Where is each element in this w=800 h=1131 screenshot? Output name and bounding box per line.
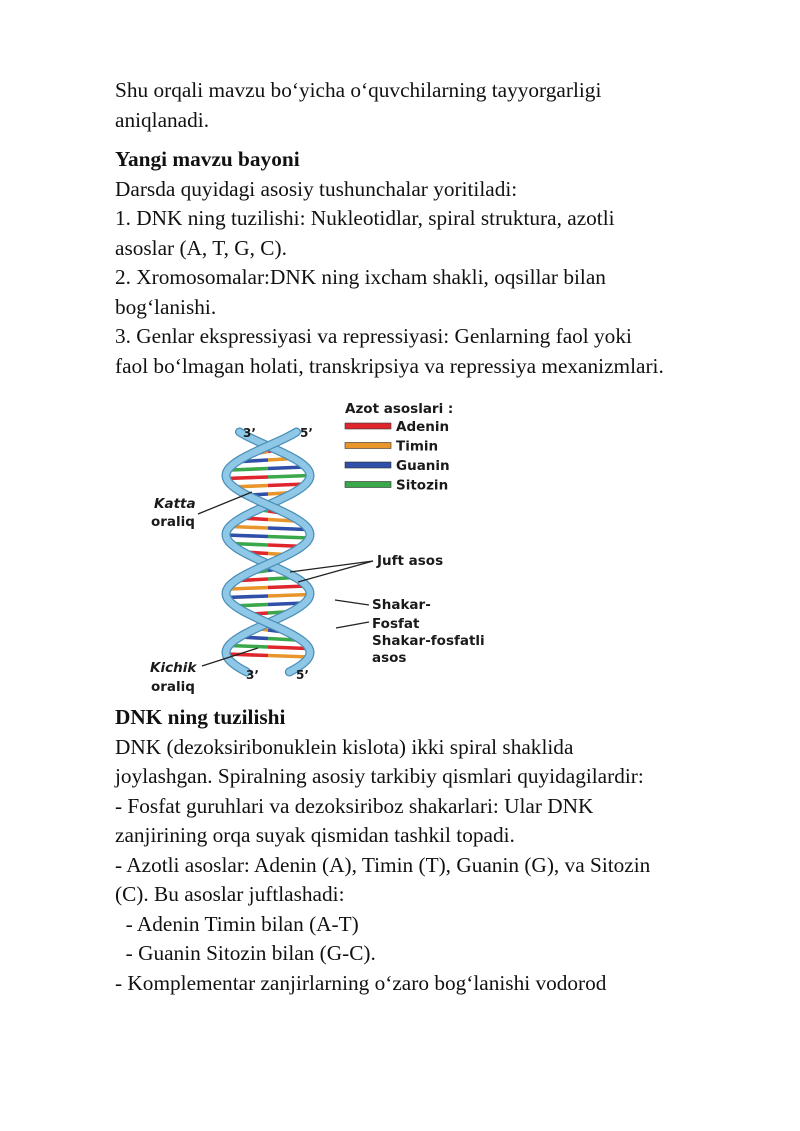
top-left-end-label: 3ʼ [243, 426, 256, 440]
intro-line: Shu orqali mavzu boʻyicha oʻquvchilarning tayyorgarligi [115, 78, 602, 102]
intro-line: aniqlanadi. [115, 107, 210, 132]
base-pair-pointer [298, 561, 373, 582]
new-topic-line: asoslar (A, T, G, C). [115, 235, 287, 260]
legend-label: Timin [396, 438, 439, 455]
legend-swatch [345, 482, 391, 488]
bottom-right-end-label: 5ʼ [296, 668, 309, 682]
dna-structure-line: DNK (dezoksiribonuklein kislota) ikki spiral shaklida [115, 734, 574, 759]
major-groove-pointer [198, 492, 252, 514]
new-topic-section [115, 145, 755, 381]
top-right-end-label: 5ʼ [300, 426, 313, 440]
major-groove-label-2: oraliq [151, 514, 195, 530]
new-topic-line: Darsda quyidagi asosiy tushunchalar yoritiladi: [115, 176, 518, 201]
dna-diagram [140, 396, 510, 700]
base-pair-rung [230, 469, 268, 471]
dna-structure-line: - Adenin Timin bilan (A-T) [115, 911, 359, 936]
dna-structure-line: zanjirining orqa suyak qismidan tashkil topadi. [115, 823, 515, 847]
legend-title: Azot asoslari : [345, 401, 454, 417]
legend-label: Adenin [396, 419, 450, 435]
sugar-phosphate-label-2: Fosfat [372, 616, 420, 632]
new-topic-line: faol boʻlmagan holati, transkripsiya va repressiya mexanizmlari. [115, 353, 664, 378]
dna-structure-line: - Guanin Sitozin bilan (G-C). [115, 941, 376, 965]
backbone-label-2: asos [372, 650, 407, 666]
base-pair-rung [268, 476, 310, 478]
base-pair-rung [226, 535, 268, 537]
legend-swatch [345, 462, 391, 468]
backbone-label: Shakar-fosfatli [372, 633, 485, 649]
bottom-left-end-label: 3ʼ [246, 668, 259, 682]
base-pair-pointer-2 [290, 561, 373, 572]
base-pair-rung [268, 595, 310, 597]
sugar-phosphate-label: Shakar- [372, 597, 431, 613]
dna-structure-line: - Fosfat guruhlari va dezoksiriboz shakarlari: Ular DNK [115, 793, 594, 818]
base-pair-rung [229, 588, 268, 590]
dna-structure-section [115, 703, 755, 998]
base-pair-rung [226, 596, 268, 598]
base-pair-label: Juft asos [377, 553, 444, 569]
base-pair-rung [226, 654, 268, 656]
legend-swatch [345, 443, 391, 449]
minor-groove-label-2: oraliq [151, 679, 195, 695]
new-topic-line: bogʻlanishi. [115, 294, 217, 319]
dna-structure-line: (C). Bu asoslar juftlashadi: [115, 882, 345, 906]
new-topic-line: 2. Xromosomalar:DNK ning ixcham shakli, oqsillar bilan [115, 265, 606, 289]
sugar-phosphate-pointer [335, 600, 369, 605]
legend-swatch [345, 423, 391, 429]
new-topic-heading: Yangi mavzu bayoni [115, 147, 300, 171]
dna-diagram-svg [140, 396, 510, 700]
minor-groove-label: Kichik [150, 660, 197, 676]
dna-structure-line: - Azotli asoslar: Adenin (A), Timin (T), Guanin (G), va Sitozin [115, 852, 651, 877]
new-topic-line: 3. Genlar ekspressiyasi va repressiyasi: Genlarning faol yoki [115, 324, 632, 348]
new-topic-line: 1. DNK ning tuzilishi: Nukleotidlar, spiral struktura, azotli [115, 206, 615, 230]
dna-structure-heading: DNK ning tuzilishi [115, 705, 286, 729]
backbone-pointer [336, 622, 369, 628]
intro-paragraph [115, 76, 755, 135]
legend [345, 419, 450, 494]
base-pair-rung [268, 537, 310, 539]
major-groove-label: Katta [154, 496, 196, 512]
base-pair-rung [268, 647, 307, 649]
dna-structure-line: joylashgan. Spiralning asosiy tarkibiy qismlari quyidagilardir: [115, 764, 644, 788]
dna-structure-line: - Komplementar zanjirlarning oʻzaro bogʻlanishi vodorod [115, 970, 607, 995]
legend-label: Sitozin [396, 477, 449, 494]
legend-label: Guanin [396, 458, 450, 474]
base-pair-rung [226, 477, 268, 479]
base-pair-rung [268, 528, 306, 530]
